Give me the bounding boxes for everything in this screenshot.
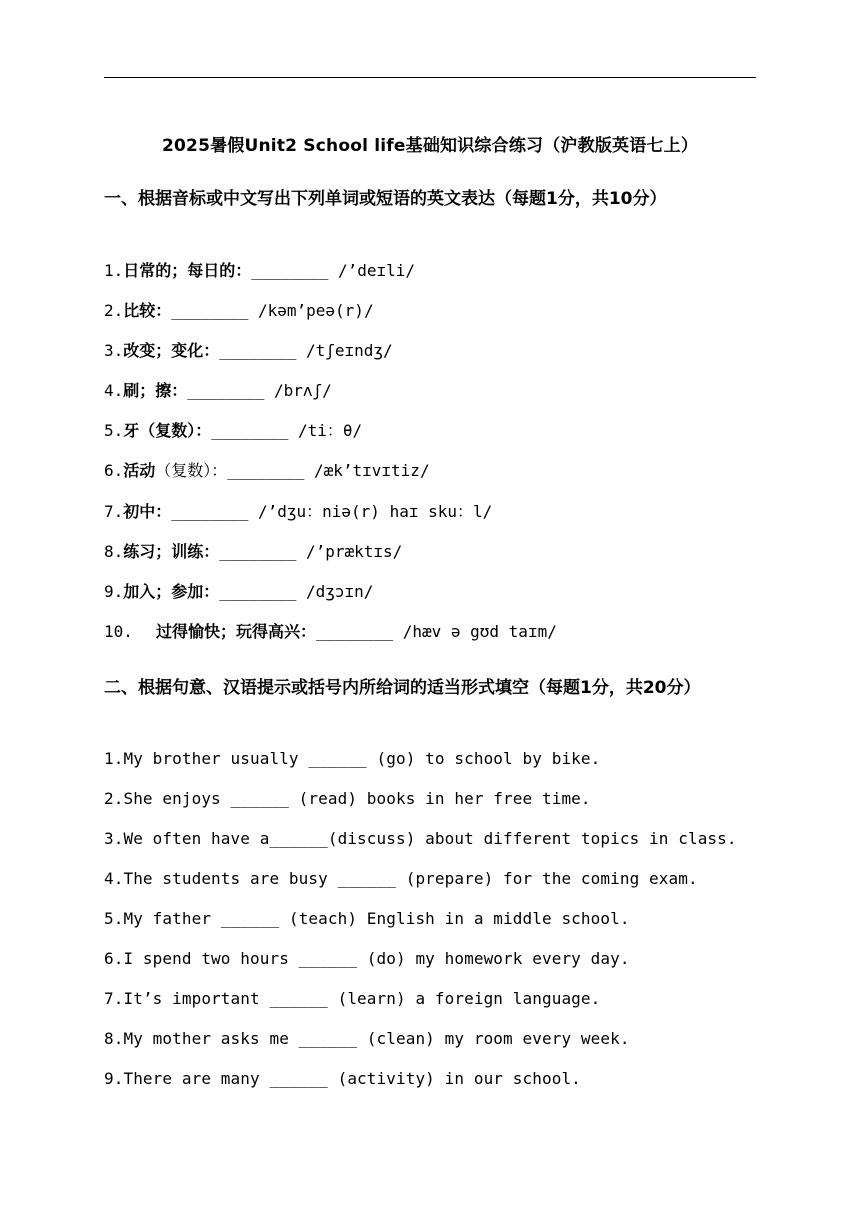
- item-number: 5.: [104, 421, 124, 440]
- item-blank-phonetic: ________ /’dʒu：niə(r) haɪ sku：l/: [171, 502, 493, 521]
- s1-item-3: [104, 339, 393, 363]
- s1-item-4: [104, 379, 332, 403]
- item-chinese: 改变；变化：: [123, 341, 220, 360]
- item-blank-phonetic: ________ /dʒɔɪn/: [219, 582, 374, 601]
- item-number: 7.: [104, 502, 124, 521]
- item-number: 3.: [104, 341, 124, 360]
- item-chinese: 比较：: [123, 301, 172, 320]
- item-chinese: 牙（复数）：: [123, 421, 212, 440]
- s2-item-3: 3.We often have a______(discuss) about different topics in class.: [104, 829, 737, 848]
- item-chinese: 练习；训练：: [123, 542, 220, 561]
- s2-item-9: 9.There are many ______ (activity) in our school.: [104, 1069, 581, 1088]
- item-chinese: 加入；参加：: [123, 582, 220, 601]
- s1-item-10: [104, 620, 557, 644]
- document-title: 2025暑假Unit2 School life基础知识综合练习（沪教版英语七上）: [161, 136, 699, 156]
- s2-item-2: 2.She enjoys ______ (read) books in her free time.: [104, 789, 591, 808]
- item-number: 8.: [104, 542, 124, 561]
- s2-item-1: 1.My brother usually ______ (go) to school by bike.: [104, 749, 601, 768]
- s2-item-8: 8.My mother asks me ______ (clean) my room every week.: [104, 1029, 630, 1048]
- s1-item-5: [104, 419, 362, 443]
- s1-item-1: [104, 259, 415, 283]
- item-number: 2.: [104, 301, 124, 320]
- item-chinese: 刷；擦：: [123, 381, 188, 400]
- item-blank-phonetic: （复数）：________ /æk’tɪvɪtiz/: [155, 461, 430, 480]
- section1-heading: 一、根据音标或中文写出下列单词或短语的英文表达（每题1分，共10分）: [104, 189, 667, 209]
- item-blank-phonetic: ________ /brʌʃ/: [187, 381, 332, 400]
- s2-item-7: 7.It’s important ______ (learn) a foreign language.: [104, 989, 601, 1008]
- item-number: 9.: [104, 582, 124, 601]
- item-blank-phonetic: ________ /’deɪli/: [251, 261, 416, 280]
- s1-item-2: [104, 299, 374, 323]
- item-blank-phonetic: ________ /hæv ə gʊd taɪm/: [316, 622, 557, 641]
- item-chinese: 过得愉快；玩得高兴：: [156, 622, 317, 641]
- item-number: 4.: [104, 381, 124, 400]
- item-blank-phonetic: ________ /ti：θ/: [211, 421, 363, 440]
- s1-item-9: [104, 580, 373, 604]
- item-number: 1.: [104, 261, 124, 280]
- item-chinese: 活动: [123, 461, 156, 480]
- item-blank-phonetic: ________ /’præktɪs/: [219, 542, 403, 561]
- header-rule: [104, 77, 756, 78]
- section2-heading: 二、根据句意、汉语提示或括号内所给词的适当形式填空（每题1分，共20分）: [104, 678, 701, 698]
- item-number: 10.: [104, 622, 133, 641]
- s2-item-6: 6.I spend two hours ______ (do) my homework every day.: [104, 949, 630, 968]
- s1-item-7: [104, 500, 492, 524]
- item-chinese: 日常的；每日的：: [123, 261, 252, 280]
- item-chinese: 初中：: [123, 502, 172, 521]
- s2-item-4: 4.The students are busy ______ (prepare) for the coming exam.: [104, 869, 698, 888]
- s1-item-6: [104, 459, 430, 483]
- s2-item-5: 5.My father ______ (teach) English in a middle school.: [104, 909, 630, 928]
- item-blank-phonetic: ________ /tʃeɪndʒ/: [219, 341, 393, 360]
- item-blank-phonetic: ________ /kəm’peə(r)/: [171, 301, 374, 320]
- s1-item-8: [104, 540, 402, 564]
- item-number: 6.: [104, 461, 124, 480]
